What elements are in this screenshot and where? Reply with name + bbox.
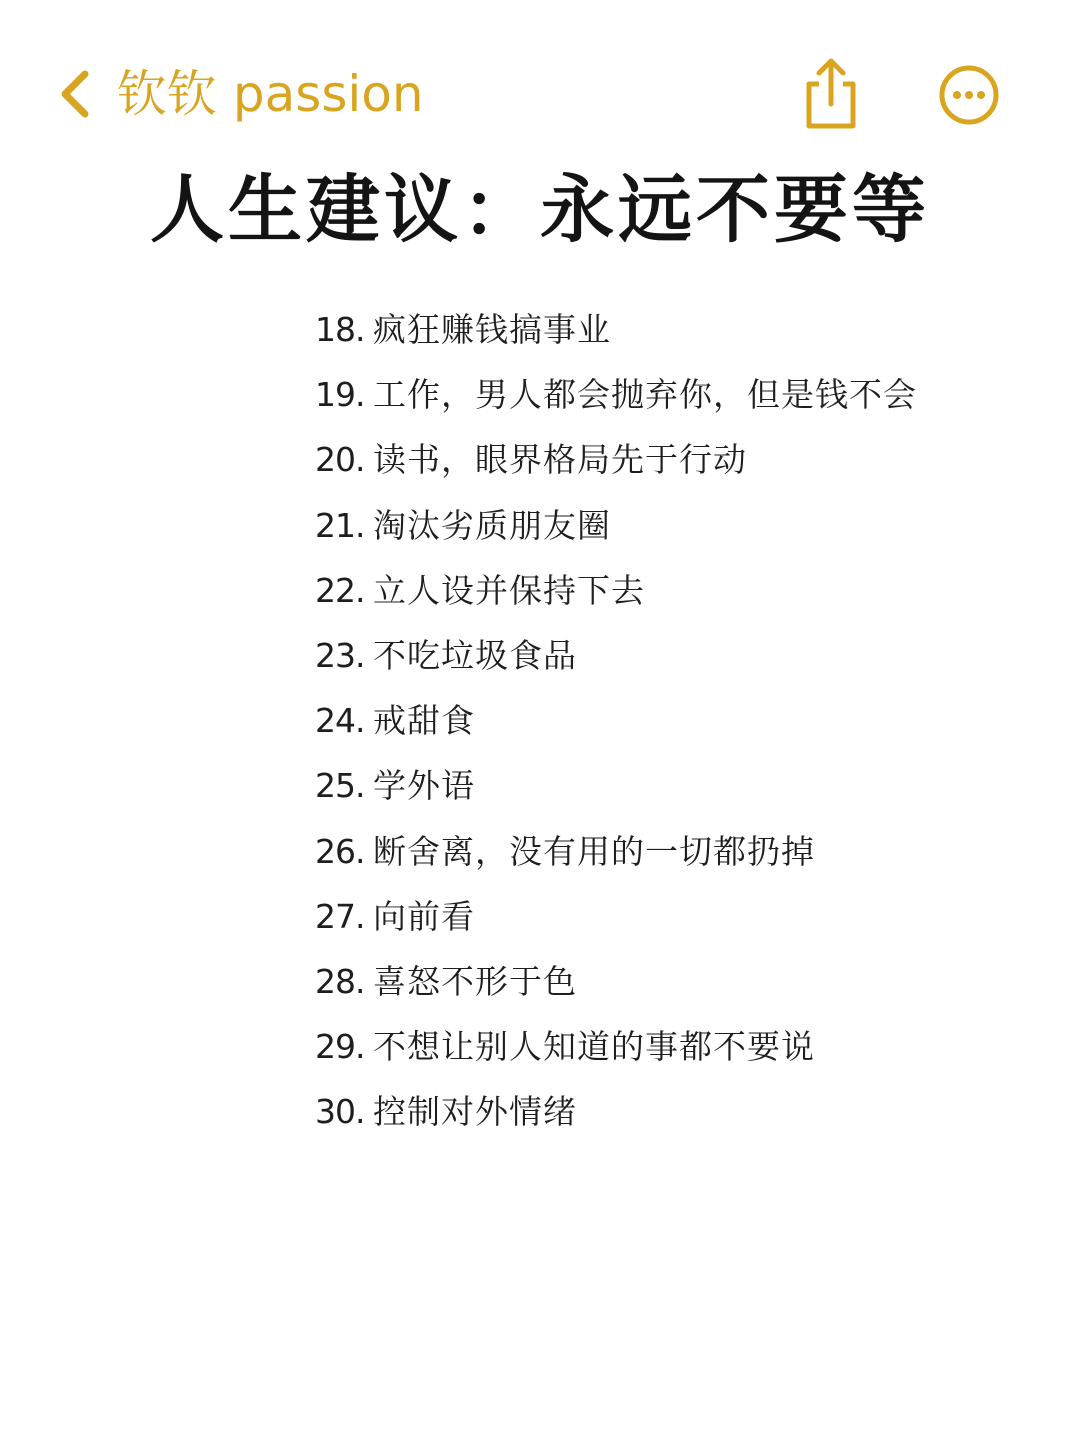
- list-item-text: 不吃垃圾食品: [373, 635, 577, 675]
- list-item: [315, 1020, 917, 1085]
- share-button[interactable]: [800, 54, 862, 130]
- list-item: [315, 759, 917, 824]
- list-item-text: 控制对外情绪: [373, 1092, 577, 1132]
- more-horizontal-icon: [938, 111, 1000, 130]
- page-title: 人生建议：永远不要等: [150, 167, 930, 253]
- nav-title: 钦钦 passion: [117, 65, 424, 123]
- list-item: [315, 303, 917, 368]
- list-item-number: 21.: [315, 505, 365, 545]
- list-item-number: 26.: [315, 831, 365, 871]
- list-item-text: 不想让别人知道的事都不要说: [373, 1027, 815, 1067]
- share-icon: [800, 115, 862, 134]
- tips-list: [315, 303, 917, 1150]
- list-item-text: 工作，男人都会抛弃你，但是钱不会: [373, 375, 917, 415]
- nav-bar: [0, 40, 1080, 150]
- list-item-text: 学外语: [373, 766, 475, 806]
- list-item: [315, 499, 917, 564]
- list-item: [315, 890, 917, 955]
- list-item: [315, 564, 917, 629]
- list-item-number: 25.: [315, 766, 365, 806]
- list-item-number: 28.: [315, 961, 365, 1001]
- list-item: [315, 825, 917, 890]
- list-item-text: 读书，眼界格局先于行动: [373, 440, 747, 480]
- list-item-number: 23.: [315, 635, 365, 675]
- list-item-number: 24.: [315, 701, 365, 741]
- list-item-number: 22.: [315, 570, 365, 610]
- list-item: [315, 629, 917, 694]
- list-item-text: 戒甜食: [373, 701, 475, 741]
- back-button[interactable]: [55, 62, 424, 126]
- list-item-text: 淘汰劣质朋友圈: [373, 505, 611, 545]
- list-item-number: 27.: [315, 896, 365, 936]
- list-item-text: 向前看: [373, 896, 475, 936]
- list-item-number: 30.: [315, 1092, 365, 1132]
- list-item: [315, 955, 917, 1020]
- chevron-left-icon: [55, 66, 95, 122]
- list-item-number: 19.: [315, 375, 365, 415]
- list-item-number: 29.: [315, 1027, 365, 1067]
- list-item-number: 20.: [315, 440, 365, 480]
- list-item-text: 喜怒不形于色: [373, 961, 577, 1001]
- list-item: [315, 368, 917, 433]
- list-item-text: 疯狂赚钱搞事业: [373, 310, 611, 349]
- list-item: [315, 1085, 917, 1150]
- list-item: [315, 433, 917, 498]
- list-item-text: 立人设并保持下去: [373, 570, 645, 610]
- list-item-number: 18.: [315, 310, 365, 349]
- list-item-text: 断舍离，没有用的一切都扔掉: [373, 831, 815, 871]
- more-button[interactable]: [938, 64, 1000, 126]
- list-item: [315, 694, 917, 759]
